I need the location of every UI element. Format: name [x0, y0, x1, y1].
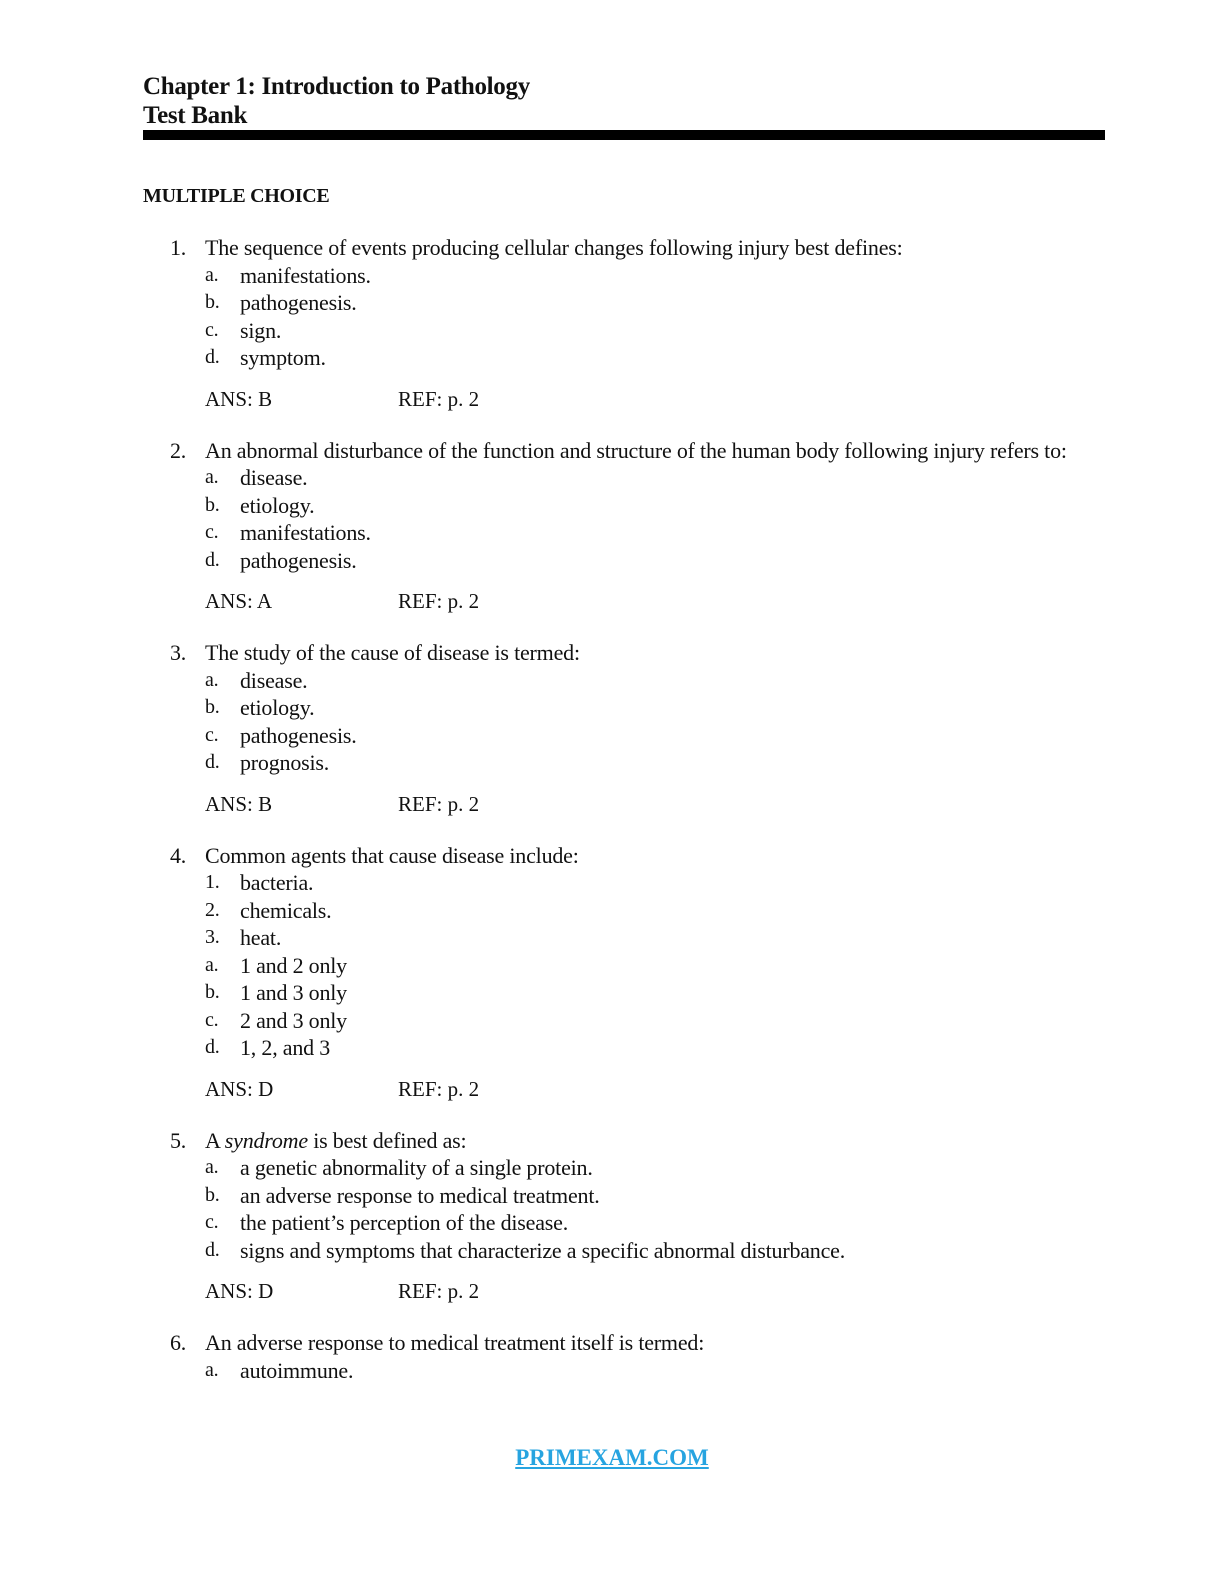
option-a: [143, 952, 1105, 980]
option-b: [143, 694, 1105, 722]
option-letter: c.: [205, 318, 219, 341]
item-text: bacteria.: [240, 870, 314, 895]
page-reference: REF: p. 2: [398, 589, 480, 613]
option-text: manifestations.: [240, 520, 371, 545]
item-text: heat.: [240, 925, 282, 950]
question-text: An abnormal disturbance of the function and structure of the human body following injury refers to:: [205, 437, 1067, 463]
option-c: [143, 722, 1105, 750]
option-a: [143, 1357, 1105, 1385]
option-text: disease.: [240, 465, 308, 490]
option-text: sign.: [240, 317, 282, 343]
page-reference: REF: p. 2: [398, 1279, 480, 1303]
option-letter: a.: [205, 668, 219, 691]
option-letter: b.: [205, 493, 220, 516]
option-text: a genetic abnormality of a single protein.: [240, 1155, 593, 1180]
question-stem: [143, 842, 1105, 870]
answer-row: [143, 1278, 1105, 1305]
option-c: [143, 317, 1105, 345]
option-a: [143, 1154, 1105, 1182]
question-stem: [143, 1127, 1105, 1155]
option-b: [143, 289, 1105, 317]
option-letter: c.: [205, 1211, 219, 1233]
option-d: [143, 1237, 1105, 1265]
option-letter: a.: [205, 1358, 219, 1381]
page-reference: REF: p. 2: [398, 1076, 480, 1101]
option-text: an adverse response to medical treatment.: [240, 1182, 600, 1208]
option-d: [143, 344, 1105, 372]
option-b: [143, 492, 1105, 520]
answer-key: ANS: B: [205, 791, 273, 816]
answer-row: [143, 791, 1105, 818]
question-number: 5.: [170, 1127, 187, 1153]
option-letter: b.: [205, 696, 220, 718]
question-5: [143, 1127, 1105, 1306]
option-letter: b.: [205, 291, 220, 313]
option-text: manifestations.: [240, 262, 371, 288]
question-stem: [143, 1329, 1105, 1357]
option-letter: d.: [205, 346, 220, 368]
question-text-prefix: A: [205, 1127, 225, 1153]
option-letter: a.: [205, 466, 219, 488]
question-text: The study of the cause of disease is termed:: [205, 640, 580, 665]
test-bank-subtitle: Test Bank: [143, 102, 248, 129]
option-text: pathogenesis.: [240, 722, 357, 748]
option-text: etiology.: [240, 492, 315, 518]
question-number: 2.: [170, 437, 187, 463]
item-text: chemicals.: [240, 897, 332, 923]
numbered-item-3: [143, 924, 1105, 952]
option-text: the patient’s perception of the disease.: [240, 1210, 568, 1235]
option-text: 1 and 3 only: [240, 980, 347, 1005]
option-letter: d.: [205, 548, 220, 571]
answer-key: ANS: B: [205, 386, 273, 411]
answer-key: ANS: D: [205, 1279, 274, 1303]
footer: [0, 1444, 1224, 1472]
option-text: pathogenesis.: [240, 547, 357, 573]
option-c: [143, 1209, 1105, 1237]
option-b: [143, 1182, 1105, 1210]
question-term-italic: syndrome: [224, 1127, 308, 1153]
question-number: 6.: [170, 1330, 187, 1355]
question-list: [143, 234, 1105, 1384]
question-text: Common agents that cause disease include:: [205, 842, 579, 868]
option-text: autoimmune.: [240, 1357, 354, 1383]
answer-row: [143, 1076, 1105, 1103]
question-6: [143, 1329, 1105, 1384]
option-text: etiology.: [240, 695, 315, 720]
option-text: 1, 2, and 3: [240, 1035, 331, 1060]
option-c: [143, 519, 1105, 547]
option-d: [143, 1034, 1105, 1062]
question-3: [143, 639, 1105, 818]
question-number: 4.: [170, 842, 187, 868]
item-number: 1.: [205, 871, 220, 893]
question-stem: [143, 437, 1105, 465]
question-1: [143, 234, 1105, 413]
numbered-item-2: [143, 897, 1105, 925]
question-4: [143, 842, 1105, 1103]
question-text-suffix: is best defined as:: [307, 1127, 467, 1153]
question-number: 3.: [170, 640, 187, 665]
option-text: disease.: [240, 667, 308, 693]
page-reference: REF: p. 2: [398, 386, 480, 411]
option-b: [143, 979, 1105, 1007]
option-text: symptom.: [240, 345, 326, 370]
option-c: [143, 1007, 1105, 1035]
option-text: 2 and 3 only: [240, 1007, 347, 1033]
option-a: [143, 262, 1105, 290]
answer-key: ANS: A: [205, 589, 273, 613]
option-letter: d.: [205, 1238, 220, 1261]
page-header: [143, 72, 1105, 130]
question-2: [143, 437, 1105, 616]
option-letter: c.: [205, 723, 219, 746]
question-text: An adverse response to medical treatment itself is termed:: [205, 1330, 705, 1355]
option-letter: a.: [205, 263, 219, 286]
option-letter: a.: [205, 953, 219, 976]
option-d: [143, 749, 1105, 777]
option-letter: a.: [205, 1156, 219, 1178]
option-a: [143, 464, 1105, 492]
item-number: 3.: [205, 926, 220, 948]
question-text: The sequence of events producing cellular changes following injury best defines:: [205, 235, 903, 260]
option-text: 1 and 2 only: [240, 952, 347, 978]
answer-row: [143, 588, 1105, 615]
option-letter: b.: [205, 1183, 220, 1206]
question-number: 1.: [170, 235, 187, 260]
answer-key: ANS: D: [205, 1076, 274, 1101]
option-letter: c.: [205, 1008, 219, 1031]
option-a: [143, 667, 1105, 695]
option-letter: d.: [205, 751, 220, 773]
header-rule: [143, 130, 1105, 140]
question-stem: [143, 234, 1105, 262]
option-letter: b.: [205, 981, 220, 1003]
page-reference: REF: p. 2: [398, 791, 480, 816]
numbered-item-1: [143, 869, 1105, 897]
option-text: signs and symptoms that characterize a specific abnormal disturbance.: [240, 1237, 846, 1263]
option-text: prognosis.: [240, 750, 330, 775]
section-heading: MULTIPLE CHOICE: [143, 185, 330, 207]
item-number: 2.: [205, 898, 220, 921]
option-letter: c.: [205, 521, 219, 543]
primexam-link[interactable]: PRIMEXAM.COM: [515, 1445, 709, 1470]
question-stem: [143, 639, 1105, 667]
chapter-title: Chapter 1: Introduction to Pathology: [143, 73, 530, 100]
option-d: [143, 547, 1105, 575]
answer-row: [143, 386, 1105, 413]
option-text: pathogenesis.: [240, 290, 357, 315]
option-letter: d.: [205, 1036, 220, 1058]
